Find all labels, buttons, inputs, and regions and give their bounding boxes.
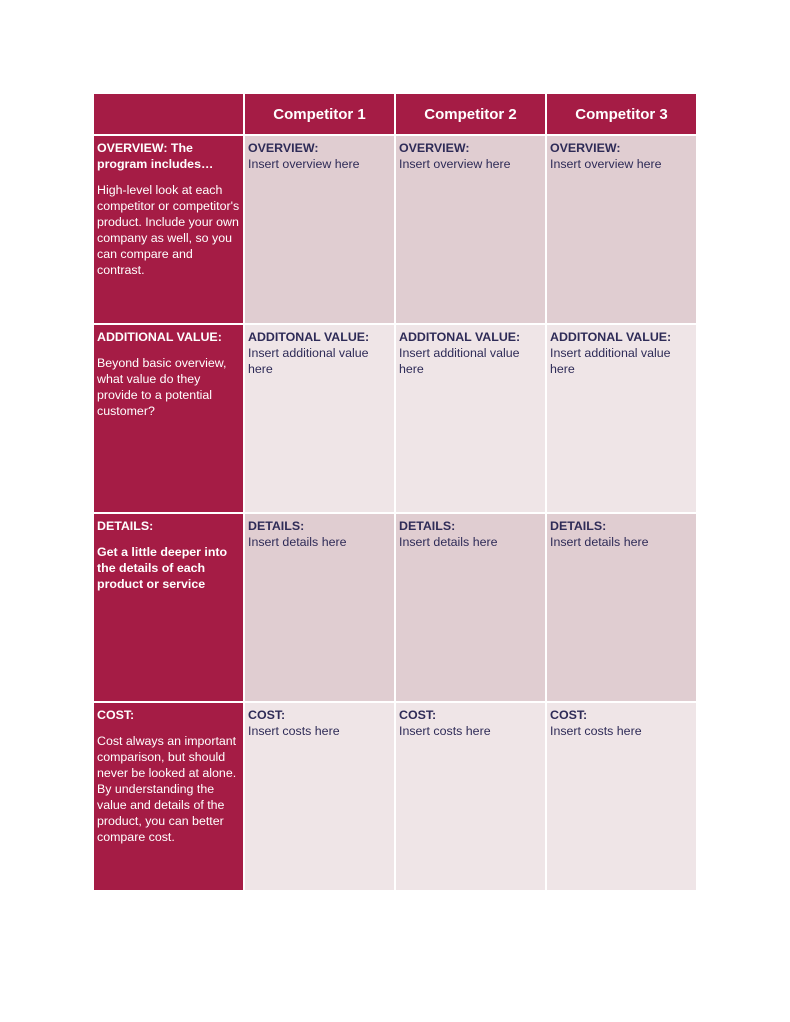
header-competitor-1: Competitor 1	[245, 94, 394, 134]
cell-text: Insert costs here	[248, 724, 340, 738]
row-label-overview	[94, 136, 243, 323]
cell-overview-competitor-2[interactable]	[396, 136, 545, 323]
cell-title: ADDITONAL VALUE:	[399, 330, 521, 344]
cell-details-competitor-3[interactable]	[547, 514, 696, 701]
row-label-cost	[94, 703, 243, 890]
cell-title: COST:	[550, 708, 588, 722]
cell-cost-competitor-2[interactable]	[396, 703, 545, 890]
cell-text: Insert additional value here	[399, 346, 520, 376]
row-label-title: COST:	[97, 708, 135, 722]
cell-title: COST:	[399, 708, 437, 722]
cell-text: Insert details here	[248, 535, 347, 549]
row-label-additional-value	[94, 325, 243, 512]
cell-title: ADDITONAL VALUE:	[248, 330, 370, 344]
cell-title: COST:	[248, 708, 286, 722]
cell-overview-competitor-1[interactable]	[245, 136, 394, 323]
cell-text: Insert details here	[550, 535, 649, 549]
cell-text: Insert costs here	[550, 724, 642, 738]
cell-text: Insert overview here	[550, 157, 662, 171]
row-label-title: DETAILS:	[97, 519, 154, 533]
cell-details-competitor-1[interactable]	[245, 514, 394, 701]
cell-title: DETAILS:	[550, 519, 607, 533]
cell-text: Insert overview here	[399, 157, 511, 171]
row-label-title: OVERVIEW: The program includes…	[97, 141, 214, 171]
cell-additional-value-competitor-2[interactable]	[396, 325, 545, 512]
cell-text: Insert additional value here	[248, 346, 369, 376]
cell-title: OVERVIEW:	[550, 141, 621, 155]
header-competitor-2: Competitor 2	[396, 94, 545, 134]
row-label-description: High-level look at each competitor or competitor's product. Include your own company as well, so you can compare and contrast.	[97, 183, 240, 277]
cell-title: ADDITONAL VALUE:	[550, 330, 672, 344]
cell-title: DETAILS:	[248, 519, 305, 533]
cell-text: Insert costs here	[399, 724, 491, 738]
cell-title: OVERVIEW:	[399, 141, 470, 155]
cell-title: OVERVIEW:	[248, 141, 319, 155]
row-label-description: Beyond basic overview, what value do they provide to a potential customer?	[97, 356, 227, 418]
cell-cost-competitor-1[interactable]	[245, 703, 394, 890]
cell-text: Insert additional value here	[550, 346, 671, 376]
row-label-title: ADDITIONAL VALUE:	[97, 330, 222, 344]
competitor-comparison-table	[94, 94, 696, 890]
cell-cost-competitor-3[interactable]	[547, 703, 696, 890]
cell-title: DETAILS:	[399, 519, 456, 533]
cell-additional-value-competitor-1[interactable]	[245, 325, 394, 512]
cell-text: Insert overview here	[248, 157, 360, 171]
cell-additional-value-competitor-3[interactable]	[547, 325, 696, 512]
header-corner	[94, 94, 243, 134]
cell-text: Insert details here	[399, 535, 498, 549]
row-label-description: Get a little deeper into the details of each product or service	[97, 545, 228, 591]
cell-overview-competitor-3[interactable]	[547, 136, 696, 323]
header-competitor-3: Competitor 3	[547, 94, 696, 134]
row-label-description: Cost always an important comparison, but should never be looked at alone. By understanding the value and details of the product, you can better compare cost.	[97, 734, 237, 844]
row-label-details	[94, 514, 243, 701]
cell-details-competitor-2[interactable]	[396, 514, 545, 701]
